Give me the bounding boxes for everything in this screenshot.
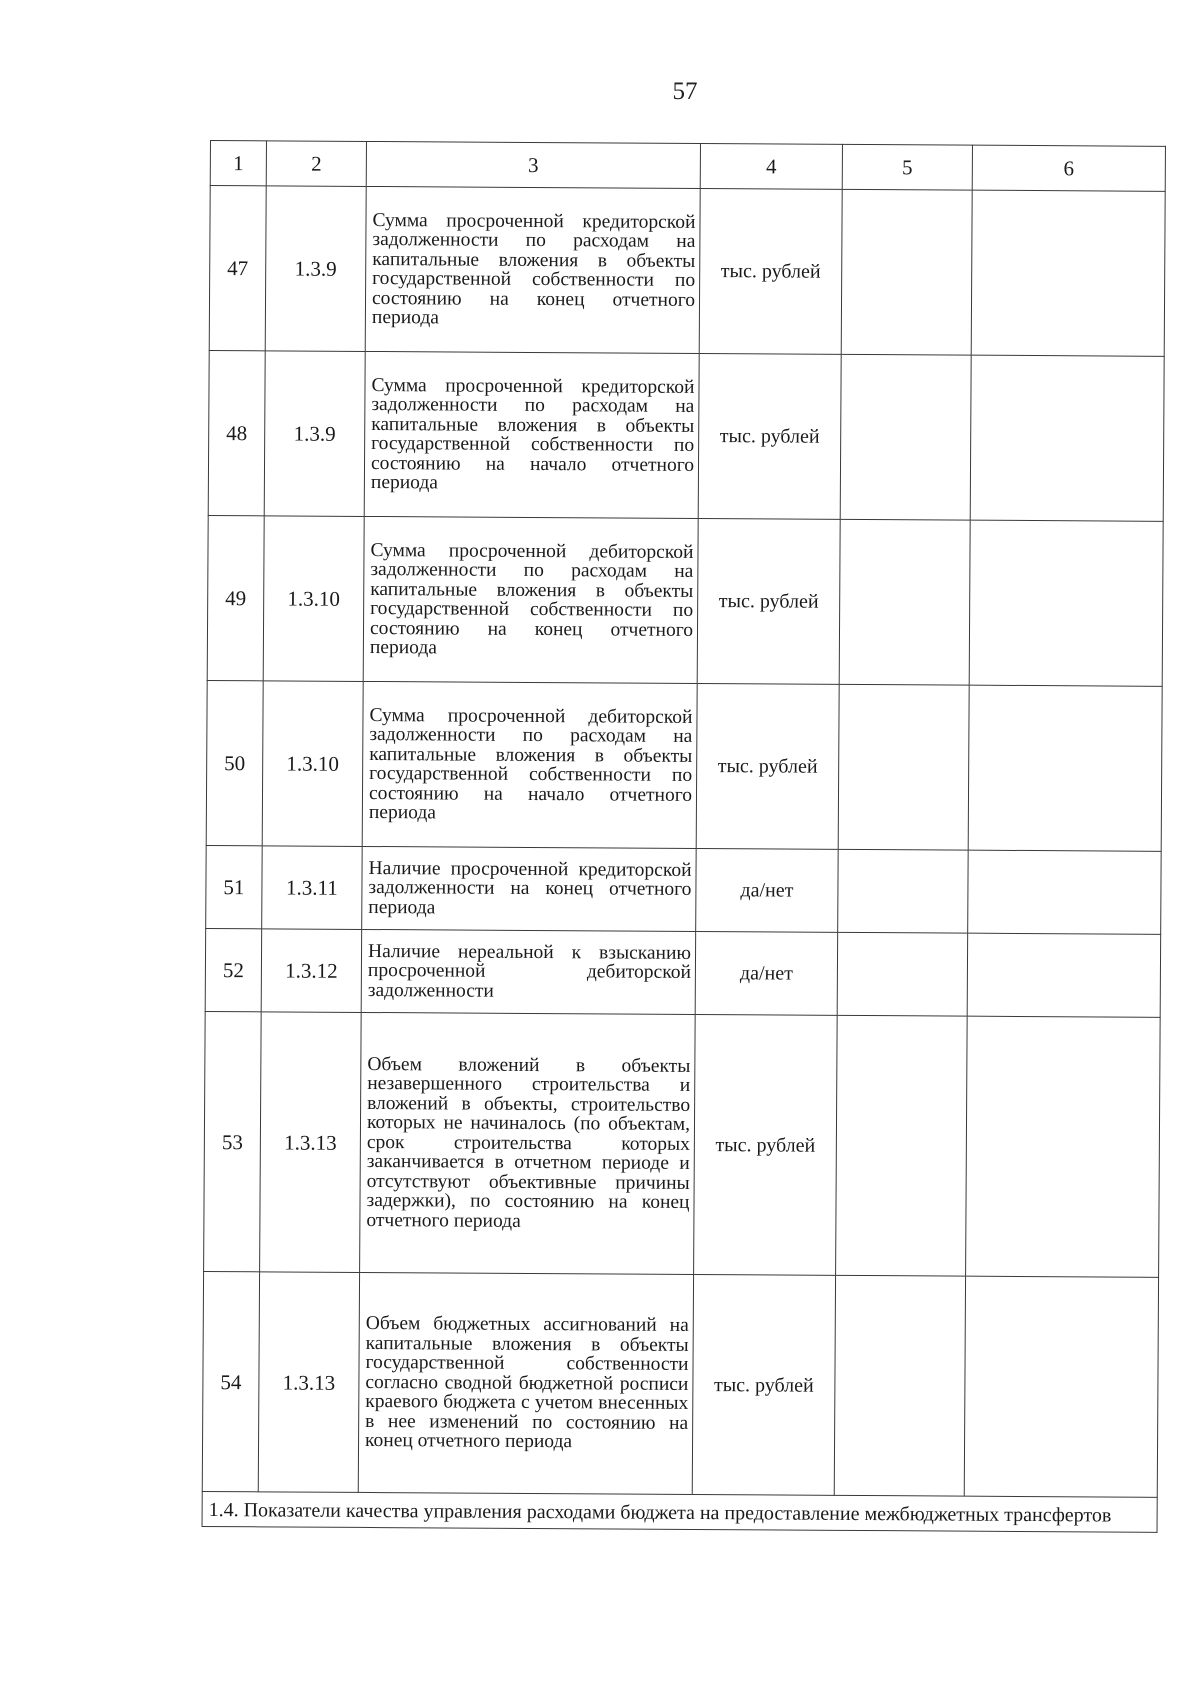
table-row: [204, 1011, 1161, 1277]
indicator-description: Сумма просроченной дебиторской задолженности по расходам на капитальные вложения в объекты государственной собственности по состоянию на конец отчетного периода: [363, 516, 698, 683]
indicators-table: [202, 140, 1166, 1533]
indicator-description: Наличие нереальной к взысканию просроченной дебиторской задолженности: [361, 929, 696, 1014]
value-col-6: [970, 355, 1164, 521]
row-number: 50: [206, 680, 263, 845]
value-col-5: [839, 519, 970, 685]
section-title: 1.4. Показатели качества управления расходами бюджета на предоставление межбюджетных трансфертов: [202, 1491, 1157, 1532]
unit-of-measure: да/нет: [696, 848, 839, 932]
table-row: [205, 928, 1160, 1017]
value-col-5: [840, 354, 971, 520]
row-number: 52: [205, 928, 262, 1011]
indicator-description: Наличие просроченной кредиторской задолженности на конец отчетного периода: [362, 846, 697, 931]
table-row: [208, 350, 1164, 521]
value-col-6: [964, 1276, 1158, 1497]
indicator-code: 1.3.10: [263, 516, 364, 682]
indicator-code: 1.3.10: [262, 681, 363, 847]
indicator-description: Сумма просроченной кредиторской задолженности по расходам на капитальные вложения в объекты государственной собственности по состоянию на начало отчетного периода: [364, 351, 699, 518]
unit-of-measure: тыс. рублей: [694, 1014, 838, 1275]
indicator-code: 1.3.9: [264, 351, 365, 517]
unit-of-measure: тыс. рублей: [697, 518, 840, 684]
row-number: 49: [207, 515, 264, 680]
value-col-6: [969, 520, 1163, 686]
indicator-description: Объем вложений в объекты незавершенного строительства и вложений в объекты, строительство которых не начиналось (по объектам, срок строительства которых заканчивается в отчетном периоде и отсутствуют объективные причины задержки), по состоянию на конец отчетного периода: [360, 1012, 696, 1274]
indicator-code: 1.3.12: [261, 929, 362, 1013]
value-col-6: [968, 850, 1162, 934]
unit-of-measure: тыс. рублей: [698, 353, 841, 519]
table-row: [206, 845, 1161, 934]
unit-of-measure: тыс. рублей: [699, 188, 842, 354]
table-row: [206, 680, 1162, 851]
indicator-code: 1.3.13: [260, 1012, 362, 1273]
value-col-6: [971, 190, 1165, 356]
row-number: 51: [206, 845, 263, 928]
value-col-5: [838, 849, 969, 933]
value-col-5: [841, 189, 972, 355]
indicator-description: Объем бюджетных ассигнований на капитальные вложения в объекты государственной собственности согласно сводной бюджетной росписи краевого бюджета с учетом внесенных в нее изменений по состоянию на конец отчетного периода: [358, 1272, 693, 1494]
row-number: 48: [208, 350, 265, 515]
header-col-4: 4: [700, 143, 842, 189]
row-number: 47: [209, 186, 266, 351]
table-header-row: [210, 141, 1165, 192]
value-col-6: [967, 933, 1161, 1017]
header-col-5: 5: [842, 144, 972, 190]
section-heading-row: [202, 1491, 1157, 1532]
value-col-5: [834, 1275, 965, 1496]
indicator-description: Сумма просроченной дебиторской задолженности по расходам на капитальные вложения в объекты государственной собственности по состоянию на начало отчетного периода: [362, 681, 697, 848]
indicator-description: Сумма просроченной кредиторской задолженности по расходам на капитальные вложения в объекты государственной собственности по состоянию на конец отчетного периода: [365, 186, 700, 353]
value-col-6: [968, 685, 1162, 851]
unit-of-measure: тыс. рублей: [696, 683, 839, 849]
table-row: [202, 1271, 1158, 1497]
unit-of-measure: да/нет: [695, 931, 838, 1015]
header-col-6: 6: [972, 145, 1165, 191]
table-row: [207, 515, 1163, 686]
header-col-1: 1: [210, 141, 266, 186]
indicator-code: 1.3.13: [258, 1272, 359, 1493]
header-col-2: 2: [266, 141, 366, 187]
value-col-5: [837, 932, 968, 1016]
value-col-5: [836, 1015, 968, 1276]
value-col-5: [838, 684, 969, 850]
page-number: 57: [672, 78, 698, 105]
indicator-code: 1.3.11: [262, 846, 363, 930]
unit-of-measure: тыс. рублей: [692, 1274, 835, 1495]
value-col-6: [966, 1016, 1161, 1277]
row-number: 54: [202, 1271, 259, 1491]
row-number: 53: [204, 1011, 262, 1271]
table-row: [209, 186, 1165, 357]
indicator-code: 1.3.9: [265, 186, 366, 352]
header-col-3: 3: [366, 141, 700, 188]
